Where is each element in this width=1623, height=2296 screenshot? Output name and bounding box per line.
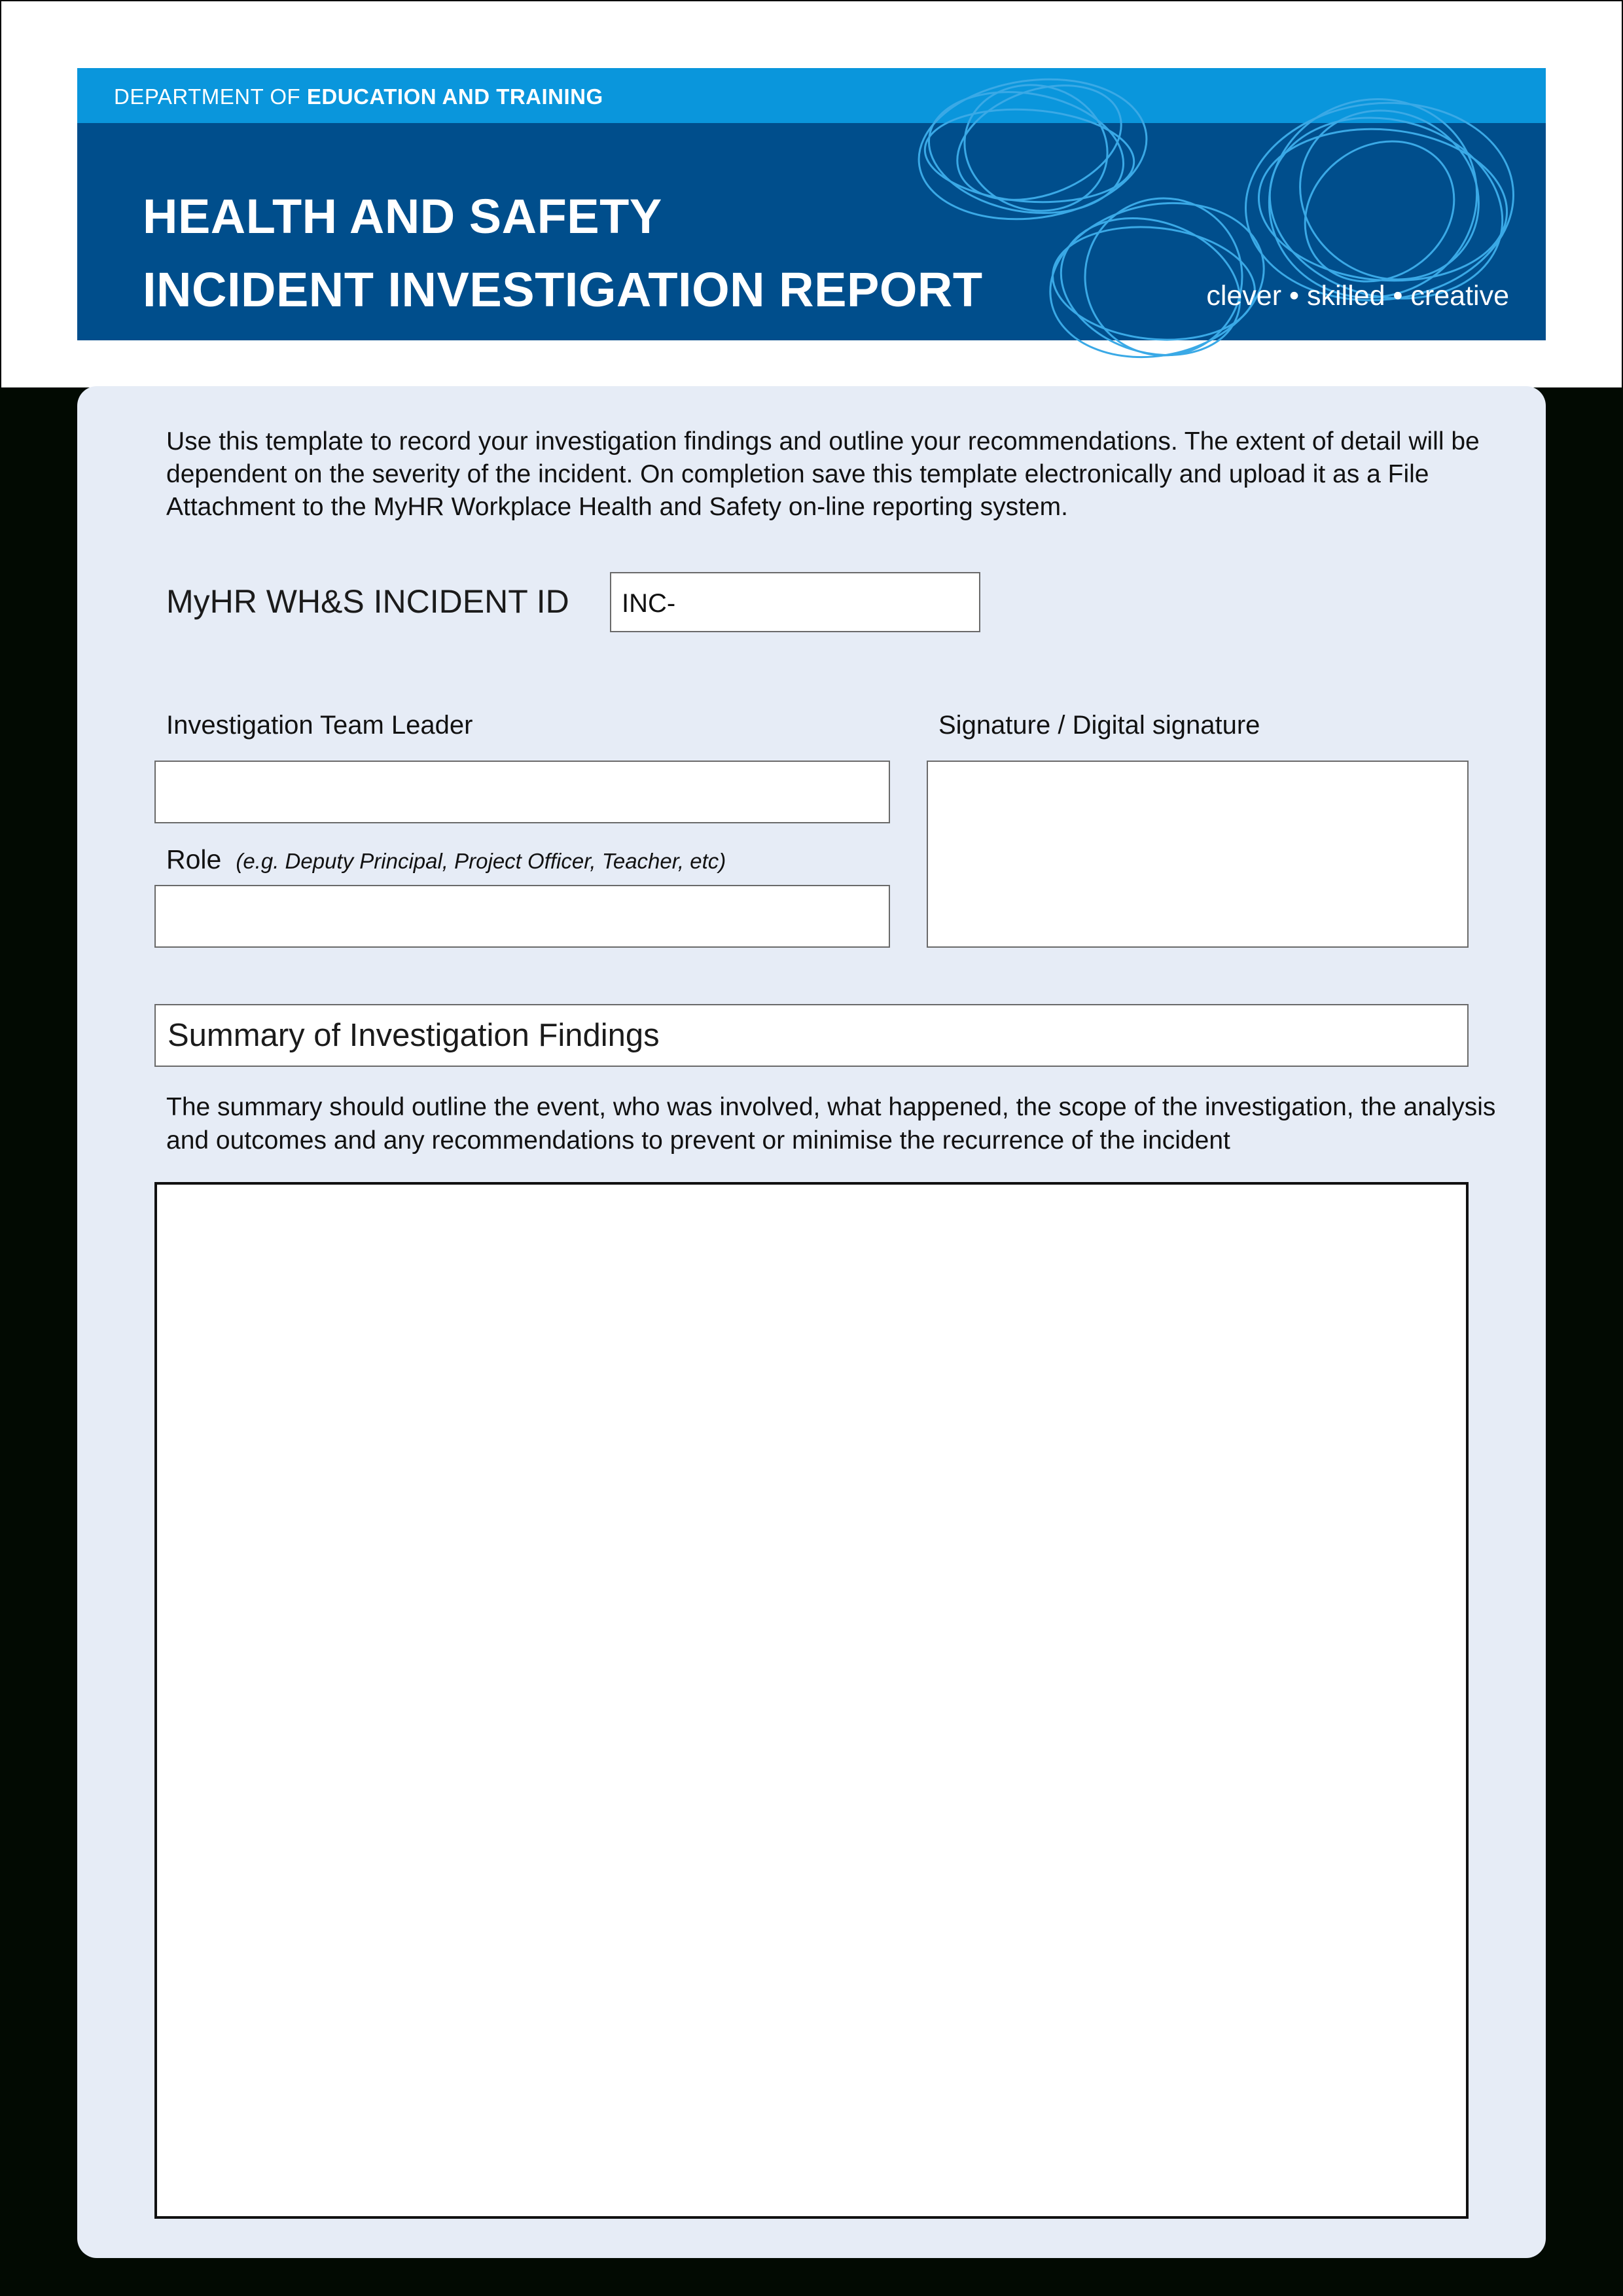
signature-field[interactable] [927,761,1469,948]
report-title-line-2: INCIDENT INVESTIGATION REPORT [143,262,983,317]
findings-textarea[interactable] [154,1182,1469,2219]
summary-description: The summary should outline the event, who was involved, what happened, the scope of the investigation, the analysis and outcomes and any recommendations to prevent or minimise the recurrence of the incident [166,1093,1496,1155]
summary-heading: Summary of Investigation Findings [154,1004,1469,1067]
department-prefix: DEPARTMENT OF [114,84,307,109]
incident-id-label: MyHR WH&S INCIDENT ID [166,583,569,620]
scribble-decoration-icon [928,117,1582,365]
role-label: Role [166,844,222,874]
tagline: clever • skilled • creative [1206,280,1509,312]
role-field[interactable] [154,885,890,948]
form-panel [77,386,1546,2258]
team-leader-label: Investigation Team Leader [166,711,473,740]
team-leader-field[interactable] [154,761,890,823]
role-label-row [166,844,726,875]
intro-text: Use this template to record your investigation findings and outline your recommendations. The extent of detail will be dependent on the severity of the incident. On completion save this template electronically and upload it as a File Attachment to the MyHR Workplace Health and Safety on-line reporting system. [166,427,1480,521]
title-banner [77,123,1546,340]
report-title-line-1: HEALTH AND SAFETY [143,189,662,243]
incident-id-field[interactable]: INC- [610,572,980,632]
signature-label: Signature / Digital signature [938,711,1260,740]
department-bold: EDUCATION AND TRAINING [306,84,603,109]
department-name [114,68,603,123]
role-hint: (e.g. Deputy Principal, Project Officer, Teacher, etc) [236,849,726,873]
